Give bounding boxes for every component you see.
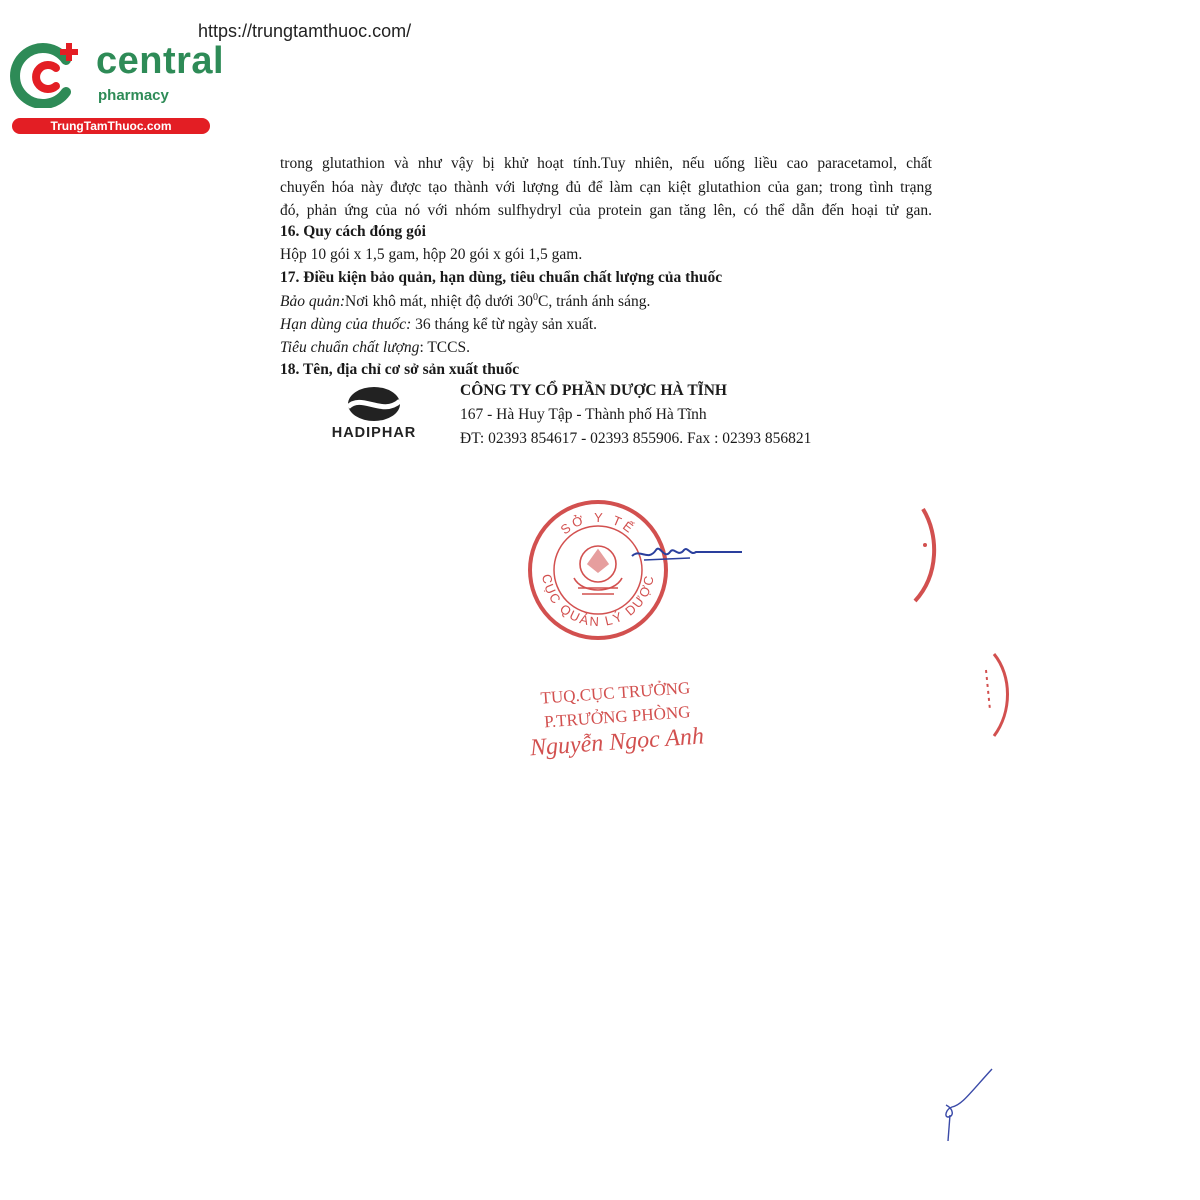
stamp-ring-text: CỤC QUẢN LÝ DƯỢC <box>538 572 658 630</box>
section-18-title: 18. Tên, địa chỉ cơ sở sản xuất thuốc <box>280 361 520 378</box>
paragraph-line: đó, phản ứng của nó với nhóm sulfhydryl của protein gan tăng lên, có thể dẫn đến hoại tử gan. <box>280 202 932 219</box>
quality-standard-text: : TCCS. <box>419 339 470 356</box>
signer-title-2: P.TRƯỞNG PHÒNG <box>543 702 691 732</box>
svg-text:SỞ Y TẾ <box>558 510 639 537</box>
storage-text: Nơi khô mát, nhiệt độ dưới 30 <box>345 293 533 311</box>
signature-block <box>520 674 749 762</box>
signer-name: Nguyễn Ngọc Anh <box>529 723 705 762</box>
shelf-life-text: 36 tháng kể từ ngày sản xuất. <box>411 316 598 333</box>
packaging-text: Hộp 10 gói x 1,5 gam, hộp 20 gói x gói 1,5 gam. <box>280 246 583 263</box>
partial-stamp-edge-icon <box>980 650 1020 740</box>
official-stamp-seal <box>526 498 670 642</box>
company-name: CÔNG TY CỔ PHẦN DƯỢC HÀ TĨNH <box>460 382 727 399</box>
quality-standard-line <box>280 340 470 356</box>
partial-stamp-edge-icon <box>905 505 945 605</box>
signer-title-1: TUQ.CỤC TRƯỞNG <box>539 678 691 708</box>
brand-site-banner: TrungTamThuoc.com <box>12 118 210 134</box>
brand-name: central <box>96 40 225 82</box>
paragraph-line: trong glutathion và như vậy bị khử hoạt tính.Tuy nhiên, nếu uống liều cao paracetamol, chất <box>280 155 932 172</box>
storage-tail: C, tránh ánh sáng. <box>537 293 651 311</box>
stamp-top-text: SỞ Y TẾ <box>557 509 639 538</box>
shelf-life-line <box>280 317 597 333</box>
handwritten-signature-icon <box>630 538 748 568</box>
hadiphar-emblem-icon <box>322 385 426 425</box>
storage-label: Bảo quản: <box>280 293 346 311</box>
quality-standard-label: Tiêu chuẩn chất lượng <box>280 339 420 356</box>
section-16-title: 16. Quy cách đóng gói <box>280 223 426 240</box>
company-phone: ĐT: 02393 854617 - 02393 855906. Fax : 02393 856821 <box>460 430 812 447</box>
source-url[interactable]: https://trungtamthuoc.com/ <box>198 21 412 41</box>
hadiphar-logo-text: HADIPHAR <box>331 425 417 441</box>
section-17-title: 17. Điều kiện bảo quản, hạn dùng, tiêu chuẩn chất lượng của thuốc <box>280 269 723 286</box>
storage-sup: 0 <box>532 292 538 303</box>
company-address: 167 - Hà Huy Tập - Thành phố Hà Tĩnh <box>460 406 707 423</box>
shelf-life-label: Hạn dùng của thuốc: <box>280 316 412 333</box>
storage-line <box>280 293 650 310</box>
central-pharmacy-logo <box>10 38 225 138</box>
pharmacy-cross-icon <box>10 38 90 108</box>
paragraph-line: chuyển hóa này được tạo thành với lượng đủ để làm cạn kiệt glutathion của gan; trong tình trạng <box>280 179 932 196</box>
hadiphar-logo <box>322 385 426 445</box>
initial-mark-icon <box>940 1065 1000 1145</box>
brand-subtitle: pharmacy <box>98 87 169 104</box>
